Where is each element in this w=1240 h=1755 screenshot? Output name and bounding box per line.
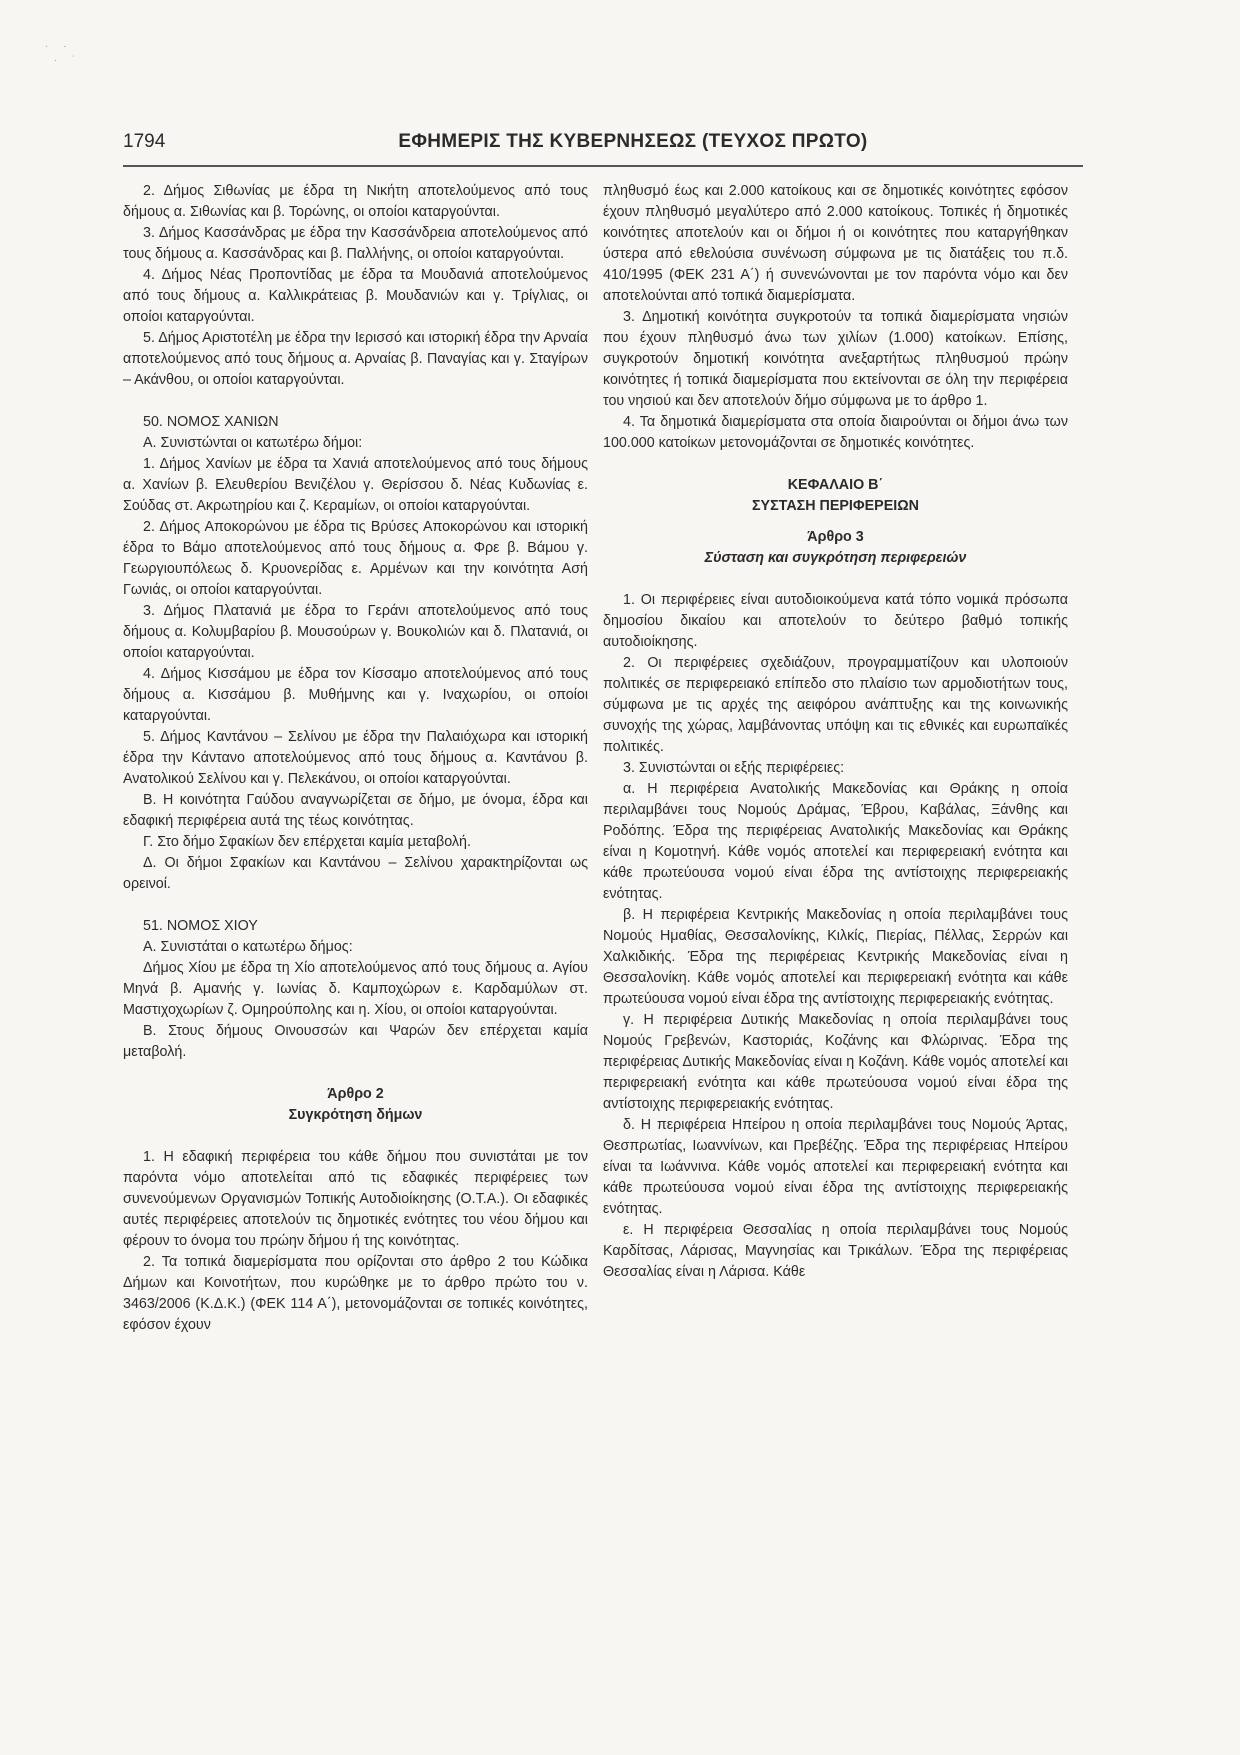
chapter-label: ΚΕΦΑΛΑΙΟ Β΄	[787, 477, 884, 493]
paragraph: 5. Δήμος Αριστοτέλη με έδρα την Ιερισσό και ιστορική έδρα την Αρναία αποτελούμενος από τους δήμους α. Αρναίας β. Παναγίας και γ. Σταγίρων – Ακάνθου, οι οποίοι καταργούνται.	[123, 330, 588, 388]
gazette-title: ΕΦΗΜΕΡΙΣ ΤΗΣ ΚΥΒΕΡΝΗΣΕΩΣ (ΤΕΥΧΟΣ ΠΡΩΤΟ)	[398, 131, 868, 152]
paragraph: Β. Η κοινότητα Γαύδου αναγνωρίζεται σε δήμο, με όνομα, έδρα και εδαφική περιφέρεια αυτά της τέως κοινότητας.	[123, 792, 588, 829]
section-heading: 51. ΝΟΜΟΣ ΧΙΟΥ	[143, 918, 258, 934]
paragraph: 2. Δήμος Αποκορώνου με έδρα τις Βρύσες Αποκορώνου και ιστορική έδρα το Βάμο αποτελούμενος από τους δήμους α. Φρε β. Βάμου γ. Γεωργιουπόλεως δ. Κρυονερίδας ε. Αρμένων και την κοινότητα Ασή Γωνιάς, οι οποίοι καταργούνται.	[123, 519, 588, 598]
paragraph: 3. Δημοτική κοινότητα συγκροτούν τα τοπικά διαμερίσματα νησιών που έχουν πληθυσμό άνω των χιλίων (1.000) κατοίκων. Επίσης, συγκροτούν δημοτική κοινότητα ανεξαρτήτως πληθυσμού πρώην κοινότητες ή τοπικά διαμερίσματα που εκτείνονται σε όλη την περιφέρεια του νησιού και δεν αποτελούν δήμο σύμφωνα με το άρθρο 1.	[603, 309, 1068, 409]
left-column	[123, 181, 588, 1336]
paragraph: 4. Τα δημοτικά διαμερίσματα στα οποία διαιρούνται οι δήμοι άνω των 100.000 κατοίκων μετονομάζονται σε δημοτικές κοινότητες.	[603, 414, 1068, 451]
paragraph: 1. Οι περιφέρειες είναι αυτοδιοικούμενα κατά τόπο νομικά πρόσωπα δημοσίου δικαίου και αποτελούν το δεύτερο βαθμό τοπικής αυτοδιοίκησης.	[603, 592, 1068, 650]
paragraph: 5. Δήμος Καντάνου – Σελίνου με έδρα την Παλαιόχωρα και ιστορική έδρα την Κάντανο αποτελούμενος από τους δήμους α. Καντάνου β. Ανατολικού Σελίνου και γ. Πελεκάνου, οι οποίοι καταργούνται.	[123, 729, 588, 787]
paragraph: β. Η περιφέρεια Κεντρικής Μακεδονίας η οποία περιλαμβάνει τους Νομούς Ημαθίας, Θεσσαλονίκης, Κιλκίς, Πιερίας, Πέλλας, Σερρών και Χαλκιδικής. Έδρα της περιφέρειας Κεντρικής Μακεδονίας είναι η Θεσσαλονίκη. Κάθε νομός αποτελεί και περιφερειακή ενότητα και κάθε πρωτεύουσα νομού είναι έδρα της αντίστοιχης περιφερειακής ενότητας.	[603, 907, 1068, 1007]
paragraph: 3. Συνιστώνται οι εξής περιφέρειες:	[623, 760, 845, 776]
section-heading: 50. ΝΟΜΟΣ ΧΑΝΙΩΝ	[143, 414, 279, 430]
article-title: Σύσταση και συγκρότηση περιφερειών	[704, 550, 967, 566]
paragraph: ε. Η περιφέρεια Θεσσαλίας η οποία περιλαμβάνει τους Νομούς Καρδίτσας, Λάρισας, Μαγνησίας και Τρικάλων. Έδρα της περιφέρειας Θεσσαλίας είναι η Λάρισα. Κάθε	[603, 1222, 1068, 1280]
paragraph: 1. Η εδαφική περιφέρεια του κάθε δήμου που συνιστάται με τον παρόντα νόμο αποτελείται από τις εδαφικές περιφέρειες των συνενούμενων Οργανισμών Τοπικής Αυτοδιοίκησης (Ο.Τ.Α.). Οι εδαφικές αυτές περιφέρειες αποτελούν τις δημοτικές ενότητες του νέου δήμου και φέρουν το όνομα του πρώην δήμου ή της κοινότητας.	[123, 1149, 588, 1249]
article-title: Συγκρότηση δήμων	[288, 1107, 423, 1123]
page-header	[123, 131, 1083, 167]
right-column	[603, 181, 1068, 1283]
paragraph: Δ. Οι δήμοι Σφακίων και Καντάνου – Σελίνου χαρακτηρίζονται ως ορεινοί.	[123, 855, 588, 892]
article-label: Άρθρο 3	[807, 529, 864, 545]
paragraph: 3. Δήμος Πλατανιά με έδρα το Γεράνι αποτελούμενος από τους δήμους α. Κολυμβαρίου β. Μουσούρων γ. Βουκολιών και δ. Πλατανιά, οι οποίοι καταργούνται.	[123, 603, 588, 661]
paragraph: α. Η περιφέρεια Ανατολικής Μακεδονίας και Θράκης η οποία περιλαμβάνει τους Νομούς Δράμας, Έβρου, Καβάλας, Ξάνθης και Ροδόπης. Έδρα της περιφέρειας Ανατολικής Μακεδονίας και Θράκης είναι η Κομοτηνή. Κάθε νομός αποτελεί και περιφερειακή ενότητα και κάθε πρωτεύουσα νομού είναι έδρα της αντίστοιχης περιφερειακής ενότητας.	[603, 781, 1068, 902]
paragraph: 1. Δήμος Χανίων με έδρα τα Χανιά αποτελούμενος από τους δήμους α. Χανίων β. Ελευθερίου Βενιζέλου γ. Θερίσσου δ. Νέας Κυδωνίας ε. Σούδας στ. Ακρωτηρίου και ζ. Κεραμίων, οι οποίοι καταργούνται.	[123, 456, 588, 514]
paragraph: Δήμος Χίου με έδρα τη Χίο αποτελούμενος από τους δήμους α. Αγίου Μηνά β. Αμανής γ. Ιωνίας δ. Καμποχώρων ε. Καρδαμύλων στ. Μαστιχοχωρίων ζ. Ομηρούπολης και η. Χίου, οι οποίοι καταργούνται.	[123, 960, 588, 1018]
paragraph: γ. Η περιφέρεια Δυτικής Μακεδονίας η οποία περιλαμβάνει τους Νομούς Γρεβενών, Καστοριάς, Κοζάνης και Φλώρινας. Έδρα της περιφέρειας Δυτικής Μακεδονίας είναι η Κοζάνη. Κάθε νομός αποτελεί και περιφερειακή ενότητα και κάθε πρωτεύουσα νομού είναι έδρα της αντίστοιχης περιφερειακής ενότητας.	[603, 1012, 1068, 1112]
chapter-title: ΣΥΣΤΑΣΗ ΠΕΡΙΦΕΡΕΙΩΝ	[751, 498, 920, 514]
paragraph: 4. Δήμος Νέας Προποντίδας με έδρα τα Μουδανιά αποτελούμενος από τους δήμους α. Καλλικράτειας β. Μουδανιών και γ. Τρίγλιας, οι οποίοι καταργούνται.	[123, 267, 588, 325]
paragraph: πληθυσμό έως και 2.000 κατοίκους και σε δημοτικές κοινότητες εφόσον έχουν πληθυσμό μεγαλύτερο από 2.000 κατοίκους. Τοπικές ή δημοτικές κοινότητες αποτελούν και οι δήμοι ή οι κοινότητες που καταργήθηκαν ύστερα από εθελούσια συνένωση σύμφωνα με τις διατάξεις του π.δ. 410/1995 (ΦΕΚ 231 Α΄) ή συνενώνονται με τον παρόντα νόμο και δεν αποτελούνται από τοπικά διαμερίσματα.	[603, 183, 1068, 304]
paragraph: δ. Η περιφέρεια Ηπείρου η οποία περιλαμβάνει τους Νομούς Άρτας, Θεσπρωτίας, Ιωαννίνων, και Πρεβέζης. Έδρα της περιφέρειας Ηπείρου είναι τα Ιωάννινα. Κάθε νομός αποτελεί και περιφερειακή ενότητα και κάθε πρωτεύουσα νομού είναι έδρα της αντίστοιχης περιφερειακής ενότητας.	[603, 1117, 1068, 1217]
scan-specks: · · · ˙	[45, 41, 82, 66]
page-number: 1794	[123, 131, 166, 152]
paragraph: 2. Οι περιφέρειες σχεδιάζουν, προγραμματίζουν και υλοποιούν πολιτικές σε περιφερειακό επίπεδο στο πλαίσιο των αρμοδιοτήτων τους, σύμφωνα με τις αρχές της αειφόρου ανάπτυξης και της κοινωνικής συνοχής της χώρας, λαμβάνοντας υπόψη και τις εθνικές και ευρωπαϊκές πολιτικές.	[603, 655, 1068, 755]
article-label: Άρθρο 2	[327, 1086, 384, 1102]
paragraph: Γ. Στο δήμο Σφακίων δεν επέρχεται καμία μεταβολή.	[143, 834, 471, 850]
paragraph: 3. Δήμος Κασσάνδρας με έδρα την Κασσάνδρεια αποτελούμενος από τους δήμους α. Κασσάνδρας και β. Παλλήνης, οι οποίοι καταργούνται.	[123, 225, 588, 262]
paragraph: Α. Συνιστώνται οι κατωτέρω δήμοι:	[143, 435, 363, 451]
paragraph: 2. Δήμος Σιθωνίας με έδρα τη Νικήτη αποτελούμενος από τους δήμους α. Σιθωνίας και β. Τορώνης, οι οποίοι καταργούνται.	[123, 183, 588, 220]
paragraph: Β. Στους δήμους Οινουσσών και Ψαρών δεν επέρχεται καμία μεταβολή.	[123, 1023, 588, 1060]
paragraph: Α. Συνιστάται ο κατωτέρω δήμος:	[143, 939, 353, 955]
paragraph: 2. Τα τοπικά διαμερίσματα που ορίζονται στο άρθρο 2 του Κώδικα Δήμων και Κοινοτήτων, που κυρώθηκε με το άρθρο πρώτο του ν. 3463/2006 (Κ.Δ.Κ.) (ΦΕΚ 114 Α΄), μετονομάζονται σε τοπικές κοινότητες, εφόσον έχουν	[123, 1254, 588, 1333]
paragraph: 4. Δήμος Κισσάμου με έδρα τον Κίσσαμο αποτελούμενος από τους δήμους α. Κισσάμου β. Μυθήμνης και γ. Ιναχωρίου, οι οποίοι καταργούνται.	[123, 666, 588, 724]
